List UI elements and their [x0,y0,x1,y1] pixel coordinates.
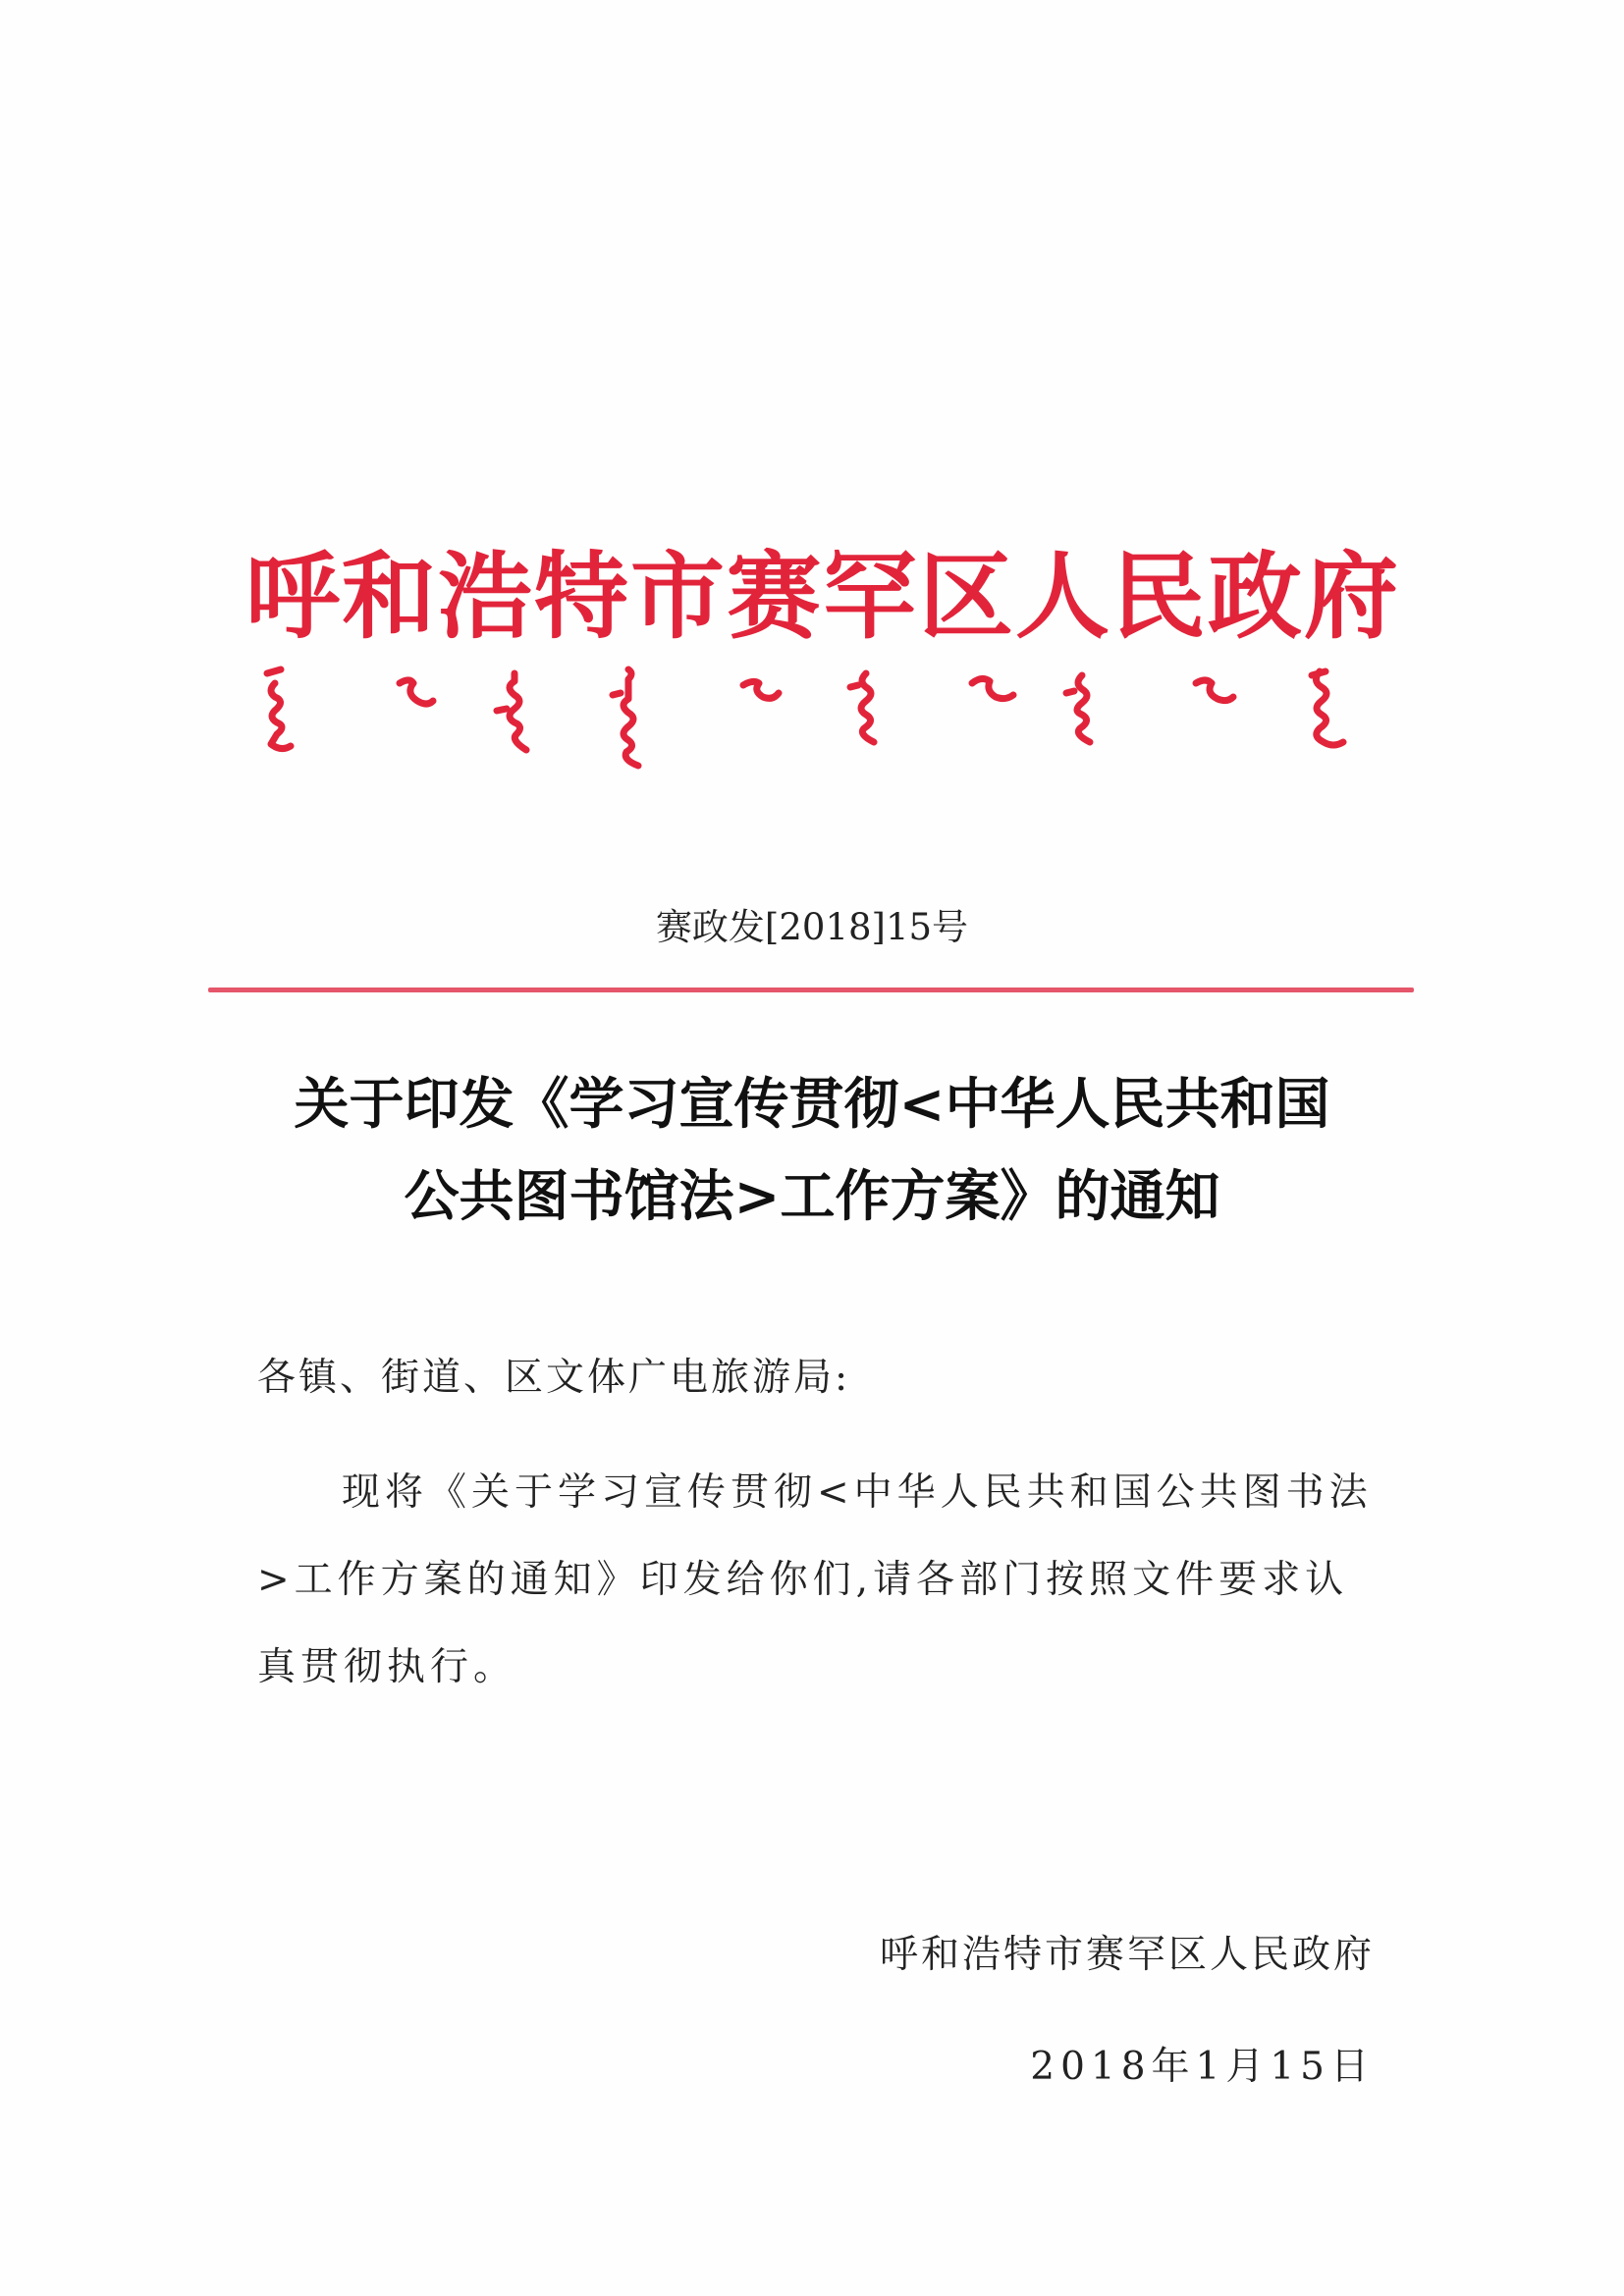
mongolian-script-title [257,664,1386,781]
signature-date: 2018年1月15日 [1030,2045,1375,2089]
recipients-line: 各镇、街道、区文体广电旅游局: [257,1356,851,1400]
signature-issuer: 呼和浩特市赛罕区人民政府 [879,1933,1375,1977]
header-separator [208,988,1414,992]
mongolian-script-glyphs [257,664,1386,781]
document-title-line-2: 公共图书馆法>工作方案》的通知 [404,1164,1220,1229]
document-title [177,1058,1447,1243]
issuer-title: 呼和浩特市赛罕区人民政府 [245,541,1400,652]
document-number: 赛政发[2018]15号 [655,906,969,948]
document-title-line-1: 关于印发《学习宣传贯彻<中华人民共和国 [294,1072,1330,1137]
body-paragraph: 现将《关于学习宣传贯彻<中华人民共和国公共图书法>工作方案的通知》印发给你们,请各部门按照文件要求认真贯彻执行。 [257,1470,1373,1689]
